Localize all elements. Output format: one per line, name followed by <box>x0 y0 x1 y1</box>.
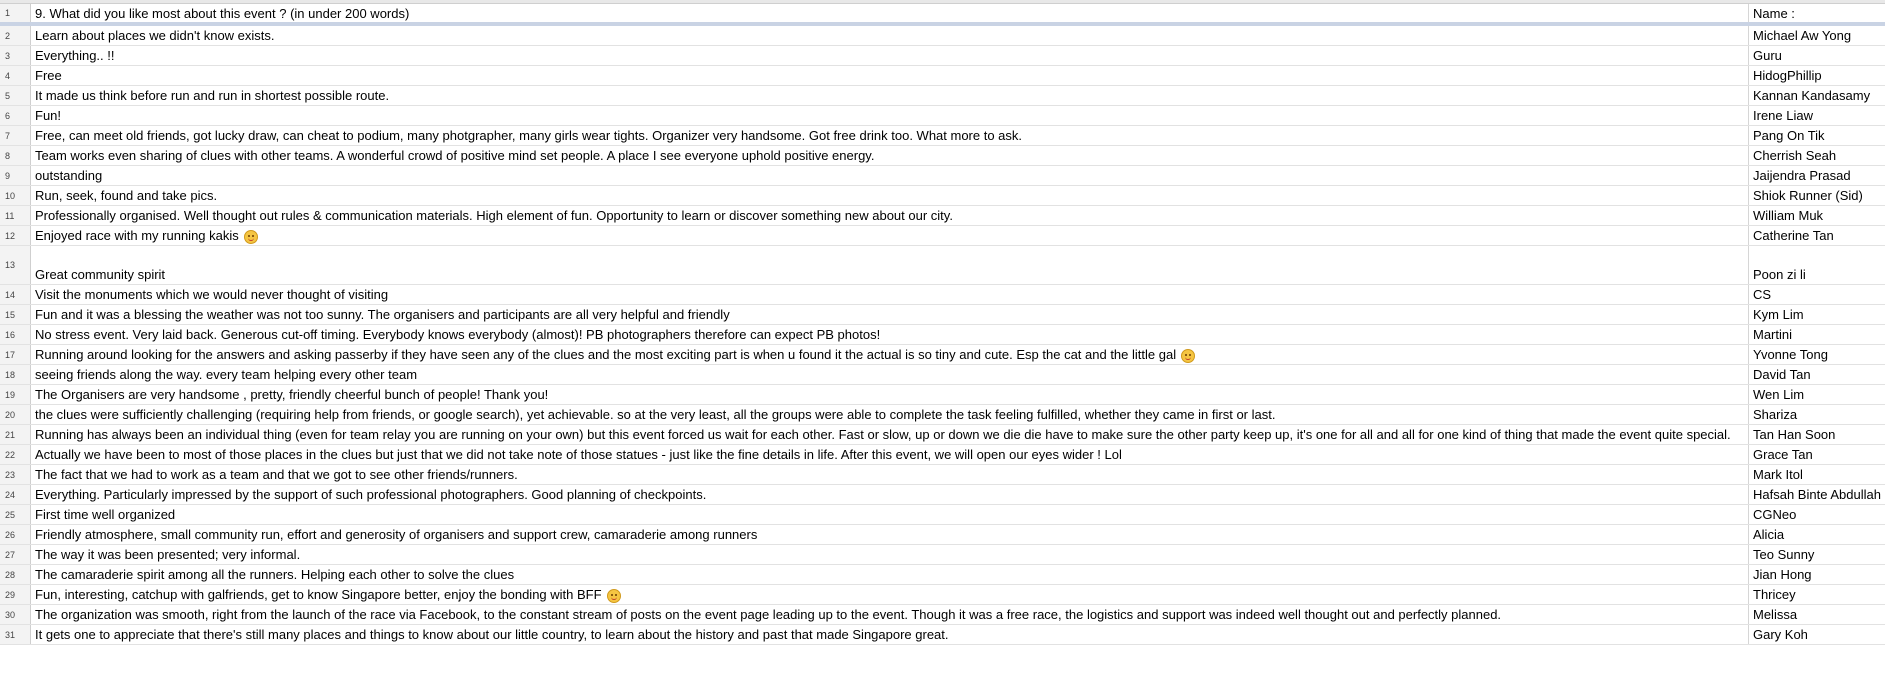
response-cell[interactable] <box>31 146 1749 165</box>
name-cell[interactable]: Shiok Runner (Sid) <box>1753 188 1863 203</box>
response-cell[interactable] <box>31 86 1749 105</box>
row-number[interactable]: 16 <box>0 325 31 344</box>
response-text: Professionally organised. Well thought out rules & communication materials. High element of fun. Opportunity to learn or discover something new about our city. <box>35 208 953 223</box>
response-text: Enjoyed race with my running kakis <box>35 228 239 243</box>
response-cell[interactable] <box>31 305 1749 324</box>
row-number[interactable]: 3 <box>0 46 31 65</box>
name-cell[interactable]: Pang On Tik <box>1753 128 1825 143</box>
name-cell[interactable]: Tan Han Soon <box>1753 427 1836 442</box>
row-number[interactable]: 9 <box>0 166 31 185</box>
row-number[interactable]: 15 <box>0 305 31 324</box>
name-cell[interactable]: Teo Sunny <box>1753 547 1815 562</box>
name-cell[interactable]: David Tan <box>1753 367 1811 382</box>
response-cell[interactable] <box>31 385 1749 404</box>
row-number[interactable]: 21 <box>0 425 31 444</box>
response-cell[interactable] <box>31 405 1749 424</box>
table-row <box>0 625 1885 645</box>
table-row <box>0 525 1885 545</box>
table-row <box>0 565 1885 585</box>
response-cell[interactable] <box>31 625 1749 644</box>
row-number[interactable]: 19 <box>0 385 31 404</box>
response-text: The Organisers are very handsome , pretty, friendly cheerful bunch of people! Thank you! <box>35 387 549 402</box>
row-number[interactable]: 23 <box>0 465 31 484</box>
row-number[interactable]: 30 <box>0 605 31 624</box>
name-header-cell[interactable]: Name : <box>1753 5 1795 21</box>
response-text: Fun and it was a blessing the weather was not too sunny. The organisers and participants are all very helpful and friendly <box>35 307 730 322</box>
table-row <box>0 26 1885 46</box>
name-cell[interactable]: Martini <box>1753 327 1793 342</box>
response-cell[interactable] <box>31 106 1749 125</box>
name-cell[interactable]: Gary Koh <box>1753 627 1808 642</box>
response-cell[interactable] <box>31 206 1749 225</box>
response-text: Free, can meet old friends, got lucky draw, can cheat to podium, many photgrapher, many girls wear tights. Organizer very handsome. Got free drink too. What more to ask. <box>35 128 1023 143</box>
name-cell[interactable]: Mark Itol <box>1753 467 1803 482</box>
table-row <box>0 206 1885 226</box>
name-cell[interactable]: Jaijendra Prasad <box>1753 168 1851 183</box>
response-text: No stress event. Very laid back. Generous cut-off timing. Everybody knows everybody (almost)! PB photographers therefore can expect PB photos! <box>35 327 881 342</box>
table-row <box>0 545 1885 565</box>
response-text: Friendly atmosphere, small community run, effort and generosity of organisers and support crew, camaraderie among runners <box>35 527 758 542</box>
name-cell[interactable]: Michael Aw Yong <box>1753 28 1852 43</box>
response-cell[interactable] <box>31 46 1749 65</box>
table-row <box>0 505 1885 525</box>
row-number[interactable]: 8 <box>0 146 31 165</box>
name-cell[interactable]: Hafsah Binte Abdullah <box>1753 487 1881 502</box>
row-number[interactable]: 27 <box>0 545 31 564</box>
row-number[interactable]: 4 <box>0 66 31 85</box>
name-cell[interactable]: Kannan Kandasamy <box>1753 88 1871 103</box>
name-cell[interactable]: Poon zi li <box>1753 267 1806 282</box>
name-cell[interactable]: Irene Liaw <box>1753 108 1813 123</box>
response-text: outstanding <box>35 168 103 183</box>
name-cell[interactable]: Cherrish Seah <box>1753 148 1837 163</box>
table-row <box>0 385 1885 405</box>
response-text: Run, seek, found and take pics. <box>35 188 218 203</box>
name-cell[interactable]: CS <box>1753 287 1772 302</box>
row-number[interactable]: 28 <box>0 565 31 584</box>
response-text: the clues were sufficiently challenging (requiring help from friends, or google search), yet achievable. so at the very least, all the groups were able to complete the task feeling fulfilled, whether they came in first or last. <box>35 407 1276 422</box>
response-text: Great community spirit <box>35 267 166 282</box>
response-cell[interactable] <box>31 345 1749 364</box>
row-number[interactable]: 26 <box>0 525 31 544</box>
response-text: Free <box>35 68 62 83</box>
response-text: Learn about places we didn't know exists. <box>35 28 275 43</box>
row-number[interactable]: 2 <box>0 26 31 45</box>
name-cell[interactable]: Wen Lim <box>1753 387 1805 402</box>
table-row <box>0 285 1885 305</box>
response-cell[interactable] <box>31 186 1749 205</box>
table-row <box>0 226 1885 246</box>
table-row <box>0 405 1885 425</box>
response-text: Running has always been an individual thing (even for team relay you are running on your own) but this event forced us wait for each other. Fast or slow, up or down we die die have to make sure the other party keep up, it's one for all and all for one kind of thing that made the event quite special. <box>35 427 1731 442</box>
response-text: Everything. Particularly impressed by the support of such professional photographers. Good planning of checkpoints. <box>35 487 707 502</box>
table-row <box>0 186 1885 206</box>
row-number[interactable]: 12 <box>0 226 31 245</box>
response-text: The fact that we had to work as a team and that we got to see other friends/runners. <box>35 467 518 482</box>
response-text: It gets one to appreciate that there's still many places and things to know about our little country, to learn about the history and past that made Singapore great. <box>35 627 949 642</box>
response-cell[interactable] <box>31 166 1749 185</box>
table-row <box>0 445 1885 465</box>
response-text: Everything.. !! <box>35 48 115 63</box>
row-number[interactable]: 17 <box>0 345 31 364</box>
name-cell[interactable]: Grace Tan <box>1753 447 1813 462</box>
response-text: The way it was been presented; very informal. <box>35 547 301 562</box>
response-text: The organization was smooth, right from the launch of the race via Facebook, to the constant stream of posts on the event page leading up to the event. Though it was a free race, the logistics and support was indeed well thought out and perfectly planned. <box>35 607 1502 622</box>
table-row <box>0 365 1885 385</box>
row-number[interactable]: 22 <box>0 445 31 464</box>
response-text: Fun! <box>35 108 62 123</box>
response-cell[interactable] <box>31 465 1749 484</box>
response-cell[interactable] <box>31 565 1749 584</box>
name-cell[interactable]: HidogPhillip <box>1753 68 1822 83</box>
response-cell[interactable] <box>31 505 1749 524</box>
response-text: It made us think before run and run in shortest possible route. <box>35 88 390 103</box>
response-cell[interactable] <box>31 365 1749 384</box>
response-text: Visit the monuments which we would never thought of visiting <box>35 287 389 302</box>
question-header-cell[interactable]: 9. What did you like most about this event ? (in under 200 words) <box>31 4 1749 22</box>
response-text: seeing friends along the way. every team helping every other team <box>35 367 418 382</box>
response-text: Fun, interesting, catchup with galfriends, get to know Singapore better, enjoy the bonding with BFF <box>35 587 602 602</box>
response-cell[interactable] <box>31 605 1749 624</box>
table-row <box>0 605 1885 625</box>
name-cell[interactable]: Thricey <box>1753 587 1796 602</box>
table-row <box>0 425 1885 445</box>
response-cell[interactable] <box>31 425 1749 444</box>
response-cell[interactable] <box>31 246 1749 284</box>
response-text: Running around looking for the answers and asking passerby if they have seen any of the clues and the most exciting part is when u found it the actual is so tiny and cute. Esp the cat and the little gal <box>35 347 1177 362</box>
name-cell[interactable]: Melissa <box>1753 607 1798 622</box>
response-cell[interactable] <box>31 26 1749 45</box>
name-cell[interactable]: CGNeo <box>1753 507 1797 522</box>
response-cell[interactable] <box>31 285 1749 304</box>
row-number[interactable]: 1 <box>0 4 31 22</box>
row-number[interactable]: 6 <box>0 106 31 125</box>
row-number[interactable]: 24 <box>0 485 31 504</box>
table-row <box>0 146 1885 166</box>
row-number[interactable]: 14 <box>0 285 31 304</box>
table-row <box>0 66 1885 86</box>
table-row <box>0 325 1885 345</box>
response-text: First time well organized <box>35 507 176 522</box>
table-row <box>0 126 1885 146</box>
table-row <box>0 465 1885 485</box>
table-row <box>0 106 1885 126</box>
row-number[interactable]: 18 <box>0 365 31 384</box>
winking-face-emoji <box>607 589 621 603</box>
response-cell[interactable] <box>31 66 1749 85</box>
row-number[interactable]: 29 <box>0 585 31 604</box>
row-number[interactable]: 10 <box>0 186 31 205</box>
header-row <box>0 4 1885 26</box>
response-cell[interactable] <box>31 226 1749 245</box>
response-text: Team works even sharing of clues with other teams. A wonderful crowd of positive mind set people. A place I see everyone uphold positive energy. <box>35 148 875 163</box>
response-cell[interactable] <box>31 585 1749 604</box>
name-cell[interactable]: Kym Lim <box>1753 307 1804 322</box>
name-cell[interactable]: Jian Hong <box>1753 567 1812 582</box>
row-number[interactable]: 11 <box>0 206 31 225</box>
row-number[interactable]: 13 <box>0 246 31 284</box>
response-cell[interactable] <box>31 485 1749 504</box>
response-text: Actually we have been to most of those places in the clues but just that we did not take note of those statues - just like the fine details in life. After this event, we will open our eyes wider ! Lol <box>35 447 1122 462</box>
name-cell[interactable]: Shariza <box>1753 407 1798 422</box>
response-cell[interactable] <box>31 126 1749 145</box>
name-cell[interactable]: William Muk <box>1753 208 1824 223</box>
data-rows <box>0 26 1885 645</box>
table-row <box>0 166 1885 186</box>
row-number[interactable]: 7 <box>0 126 31 145</box>
table-row <box>0 246 1885 285</box>
name-cell[interactable]: Catherine Tan <box>1753 228 1834 243</box>
name-cell[interactable]: Alicia <box>1753 527 1785 542</box>
row-number[interactable]: 31 <box>0 625 31 644</box>
response-cell[interactable] <box>31 525 1749 544</box>
name-cell[interactable]: Guru <box>1753 48 1782 63</box>
table-row <box>0 305 1885 325</box>
name-cell[interactable]: Yvonne Tong <box>1753 347 1828 362</box>
winking-face-emoji <box>244 230 258 244</box>
table-row <box>0 345 1885 365</box>
table-row <box>0 585 1885 605</box>
response-cell[interactable] <box>31 445 1749 464</box>
row-number[interactable]: 25 <box>0 505 31 524</box>
row-number[interactable]: 20 <box>0 405 31 424</box>
laughing-face-emoji <box>1181 349 1195 363</box>
table-row <box>0 485 1885 505</box>
table-row <box>0 46 1885 66</box>
response-cell[interactable] <box>31 325 1749 344</box>
response-cell[interactable] <box>31 545 1749 564</box>
response-text: The camaraderie spirit among all the runners. Helping each other to solve the clues <box>35 567 515 582</box>
row-number[interactable]: 5 <box>0 86 31 105</box>
table-row <box>0 86 1885 106</box>
